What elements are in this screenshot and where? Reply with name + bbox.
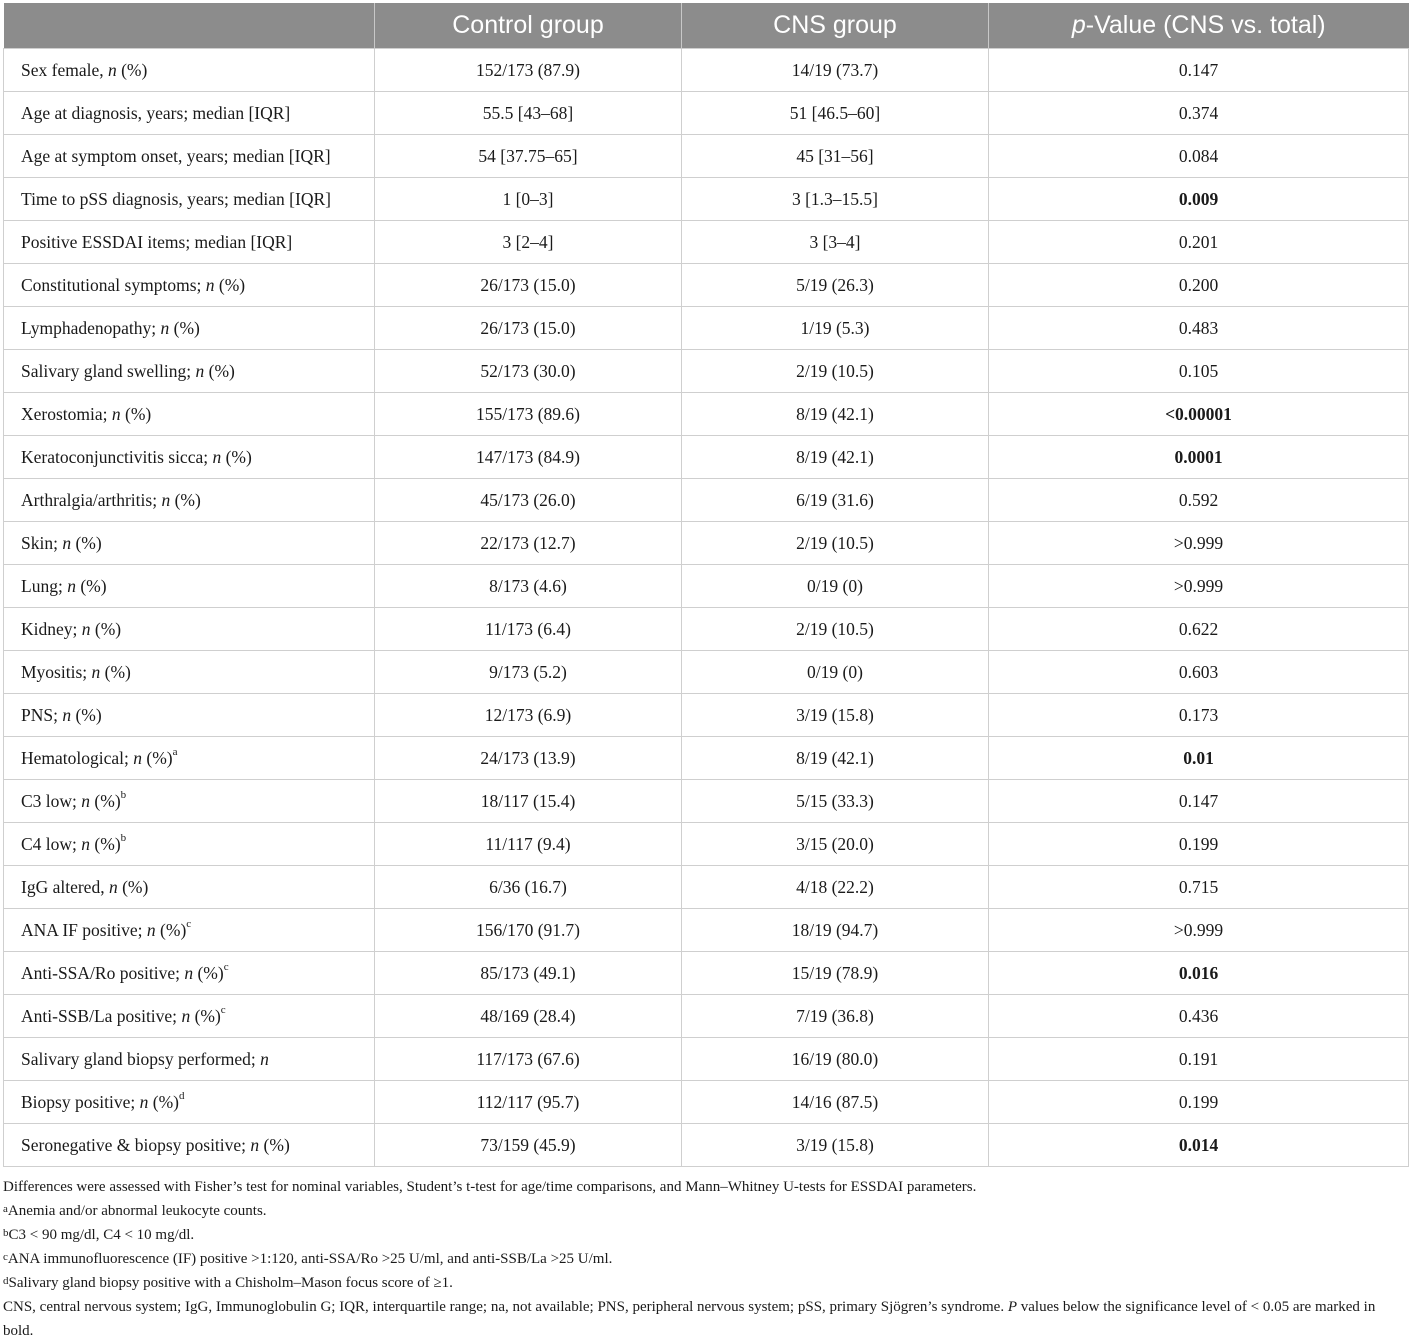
row-label bbox=[4, 135, 375, 178]
table-row bbox=[4, 135, 1409, 178]
header-p-value bbox=[989, 3, 1409, 49]
table-container bbox=[3, 3, 1408, 1167]
table-row bbox=[4, 92, 1409, 135]
table-header bbox=[4, 3, 1409, 49]
row-label-text: Age at diagnosis, years; median [IQR] bbox=[21, 102, 291, 123]
footnote-c-text: ANA immunofluorescence (IF) positive >1:120, anti-SSA/Ro >25 U/ml, and anti-SSB/La >25 U/ml. bbox=[7, 1251, 613, 1267]
row-label-text: Age at symptom onset, years; median [IQR] bbox=[21, 145, 331, 166]
row-label-italic: n bbox=[160, 317, 170, 338]
table-row bbox=[4, 522, 1409, 565]
row-label-text: Sex female, bbox=[21, 59, 108, 80]
table-row bbox=[4, 350, 1409, 393]
p-value: 0.173 bbox=[989, 694, 1409, 737]
row-label-text: Lymphadenopathy; bbox=[21, 317, 161, 338]
control-value: 12/173 (6.9) bbox=[375, 694, 682, 737]
row-label-text: Positive ESSDAI items; median [IQR] bbox=[21, 231, 293, 252]
row-label bbox=[4, 49, 375, 92]
row-label bbox=[4, 995, 375, 1038]
row-label-suffix: (%) bbox=[214, 274, 246, 295]
table-row bbox=[4, 307, 1409, 350]
row-label-text: Xerostomia; bbox=[21, 403, 112, 424]
control-value: 54 [37.75–65] bbox=[375, 135, 682, 178]
row-label-suffix: (%) bbox=[90, 618, 122, 639]
row-label-suffix: (%) bbox=[155, 919, 187, 940]
row-label-italic: n bbox=[250, 1134, 260, 1155]
cns-value: 15/19 (78.9) bbox=[682, 952, 989, 995]
row-label-suffix: (%) bbox=[71, 532, 102, 553]
p-value: 0.374 bbox=[989, 92, 1409, 135]
row-label-suffix: (%) bbox=[71, 704, 102, 725]
p-value: 0.191 bbox=[989, 1038, 1409, 1081]
control-value: 117/173 (67.6) bbox=[375, 1038, 682, 1081]
control-value: 55.5 [43–68] bbox=[375, 92, 682, 135]
header-control-group: Control group bbox=[375, 3, 682, 49]
row-label-suffix: (%) bbox=[90, 833, 121, 854]
cns-value: 51 [46.5–60] bbox=[682, 92, 989, 135]
cns-value: 14/16 (87.5) bbox=[682, 1081, 989, 1124]
p-value: 0.201 bbox=[989, 221, 1409, 264]
control-value: 9/173 (5.2) bbox=[375, 651, 682, 694]
footnote-b-mark: b bbox=[3, 1227, 9, 1239]
row-label-italic: n bbox=[260, 1048, 269, 1069]
abbrev-italic: P bbox=[1007, 1299, 1018, 1315]
control-value: 26/173 (15.0) bbox=[375, 307, 682, 350]
row-label-text: IgG altered, bbox=[21, 876, 109, 897]
cns-value: 2/19 (10.5) bbox=[682, 522, 989, 565]
cns-value: 3/19 (15.8) bbox=[682, 1124, 989, 1167]
row-label-text: C4 low; bbox=[21, 833, 82, 854]
row-label-text: C3 low; bbox=[21, 790, 82, 811]
table-row bbox=[4, 608, 1409, 651]
row-label-text: Keratoconjunctivitis sicca; bbox=[21, 446, 213, 467]
footnote-d-mark: d bbox=[3, 1275, 9, 1287]
table-row bbox=[4, 565, 1409, 608]
cns-value: 45 [31–56] bbox=[682, 135, 989, 178]
control-value: 6/36 (16.7) bbox=[375, 866, 682, 909]
abbrev-text-end: values below the significance level of < 0.05 are marked in bold. bbox=[3, 1299, 1376, 1339]
row-label bbox=[4, 522, 375, 565]
cns-value: 0/19 (0) bbox=[682, 651, 989, 694]
row-label-text: Skin; bbox=[21, 532, 63, 553]
row-label bbox=[4, 651, 375, 694]
row-label-suffix: (%) bbox=[193, 962, 224, 983]
table-row bbox=[4, 737, 1409, 780]
cns-value: 2/19 (10.5) bbox=[682, 350, 989, 393]
row-label-suffix: (%) bbox=[221, 446, 252, 467]
cns-value: 14/19 (73.7) bbox=[682, 49, 989, 92]
control-value: 11/117 (9.4) bbox=[375, 823, 682, 866]
cns-value: 5/19 (26.3) bbox=[682, 264, 989, 307]
row-label-suffix: (%) bbox=[169, 317, 200, 338]
row-label-suffix: (%) bbox=[190, 1005, 221, 1026]
row-label-italic: n bbox=[62, 704, 72, 725]
footnote-a bbox=[3, 1199, 1408, 1223]
row-label-italic: n bbox=[81, 833, 91, 854]
cns-value: 0/19 (0) bbox=[682, 565, 989, 608]
row-label-text: Myositis; bbox=[21, 661, 92, 682]
footnote-d-text: Salivary gland biopsy positive with a Chisholm–Mason focus score of ≥1. bbox=[8, 1275, 453, 1291]
row-label-suffix: (%) bbox=[75, 575, 107, 596]
p-value: 0.009 bbox=[989, 178, 1409, 221]
table-row bbox=[4, 221, 1409, 264]
row-label-text: Salivary gland swelling; bbox=[21, 360, 196, 381]
control-value: 26/173 (15.0) bbox=[375, 264, 682, 307]
row-label-text: Lung; bbox=[21, 575, 68, 596]
cns-value: 18/19 (94.7) bbox=[682, 909, 989, 952]
row-label-italic: n bbox=[81, 790, 91, 811]
control-value: 22/173 (12.7) bbox=[375, 522, 682, 565]
row-label-text: Time to pSS diagnosis, years; median [IQR] bbox=[21, 188, 331, 209]
row-label-italic: n bbox=[139, 1091, 149, 1112]
cns-value: 3 [3–4] bbox=[682, 221, 989, 264]
row-label bbox=[4, 393, 375, 436]
header-variable bbox=[4, 3, 375, 49]
row-label-italic: n bbox=[81, 618, 91, 639]
p-value: >0.999 bbox=[989, 909, 1409, 952]
row-label-italic: n bbox=[111, 403, 121, 424]
table-body bbox=[4, 49, 1409, 1167]
row-label-text: ANA IF positive; bbox=[21, 919, 147, 940]
row-label-text: Salivary gland biopsy performed; bbox=[21, 1048, 261, 1069]
row-label-suffix: (%) bbox=[100, 661, 131, 682]
row-footnote-mark: b bbox=[120, 831, 127, 844]
p-value: 0.199 bbox=[989, 1081, 1409, 1124]
cns-value: 16/19 (80.0) bbox=[682, 1038, 989, 1081]
row-label-italic: n bbox=[91, 661, 101, 682]
cns-value: 8/19 (42.1) bbox=[682, 393, 989, 436]
control-value: 85/173 (49.1) bbox=[375, 952, 682, 995]
table-row bbox=[4, 866, 1409, 909]
row-label-text: Kidney; bbox=[21, 618, 82, 639]
control-value: 8/173 (4.6) bbox=[375, 565, 682, 608]
cns-value: 7/19 (36.8) bbox=[682, 995, 989, 1038]
row-label-italic: n bbox=[212, 446, 222, 467]
p-value: 0.016 bbox=[989, 952, 1409, 995]
p-value: >0.999 bbox=[989, 522, 1409, 565]
row-label bbox=[4, 264, 375, 307]
control-value: 156/170 (91.7) bbox=[375, 909, 682, 952]
p-value: 0.147 bbox=[989, 49, 1409, 92]
p-value: 0.436 bbox=[989, 995, 1409, 1038]
cns-value: 3 [1.3–15.5] bbox=[682, 178, 989, 221]
row-label bbox=[4, 909, 375, 952]
control-value: 48/169 (28.4) bbox=[375, 995, 682, 1038]
row-label bbox=[4, 92, 375, 135]
row-label-suffix: (%) bbox=[116, 59, 148, 80]
p-value: 0.084 bbox=[989, 135, 1409, 178]
p-value: 0.199 bbox=[989, 823, 1409, 866]
control-value: 24/173 (13.9) bbox=[375, 737, 682, 780]
row-label-italic: n bbox=[67, 575, 76, 596]
control-value: 112/117 (95.7) bbox=[375, 1081, 682, 1124]
footnote-b-text: C3 < 90 mg/dl, C4 < 10 mg/dl. bbox=[8, 1227, 195, 1243]
control-value: 3 [2–4] bbox=[375, 221, 682, 264]
row-label bbox=[4, 307, 375, 350]
footnote-c-mark: c bbox=[3, 1251, 8, 1263]
row-label-suffix: (%) bbox=[142, 747, 173, 768]
table-footnotes bbox=[3, 1175, 1408, 1343]
p-value: 0.0001 bbox=[989, 436, 1409, 479]
row-label-text: Arthralgia/arthritis; bbox=[21, 489, 162, 510]
row-label bbox=[4, 565, 375, 608]
p-value: 0.01 bbox=[989, 737, 1409, 780]
control-value: 1 [0–3] bbox=[375, 178, 682, 221]
footnote-abbreviations bbox=[3, 1295, 1408, 1343]
control-value: 152/173 (87.9) bbox=[375, 49, 682, 92]
table-row bbox=[4, 1038, 1409, 1081]
control-value: 147/173 (84.9) bbox=[375, 436, 682, 479]
footnote-intro: Differences were assessed with Fisher’s test for nominal variables, Student’s t-test for age/time comparisons, and Mann–Whitney U-tests for ESSDAI parameters. bbox=[3, 1179, 977, 1195]
cns-value: 3/15 (20.0) bbox=[682, 823, 989, 866]
table-row bbox=[4, 909, 1409, 952]
row-label bbox=[4, 823, 375, 866]
row-label-italic: n bbox=[195, 360, 205, 381]
row-label-italic: n bbox=[184, 962, 194, 983]
row-label-text: Anti-SSA/Ro positive; bbox=[21, 962, 185, 983]
header-p-rest: -Value (CNS vs. total) bbox=[1085, 11, 1326, 39]
p-value: >0.999 bbox=[989, 565, 1409, 608]
p-value: 0.483 bbox=[989, 307, 1409, 350]
p-value: <0.00001 bbox=[989, 393, 1409, 436]
p-value: 0.622 bbox=[989, 608, 1409, 651]
table-row bbox=[4, 823, 1409, 866]
row-footnote-mark: c bbox=[186, 917, 192, 930]
control-value: 52/173 (30.0) bbox=[375, 350, 682, 393]
row-label-text: Hematological; bbox=[21, 747, 134, 768]
table-row bbox=[4, 49, 1409, 92]
cns-value: 6/19 (31.6) bbox=[682, 479, 989, 522]
table-row bbox=[4, 1124, 1409, 1167]
table-row bbox=[4, 995, 1409, 1038]
row-label bbox=[4, 737, 375, 780]
p-value: 0.014 bbox=[989, 1124, 1409, 1167]
row-label bbox=[4, 479, 375, 522]
row-label-text: PNS; bbox=[21, 704, 63, 725]
cns-value: 3/19 (15.8) bbox=[682, 694, 989, 737]
row-label-text: Biopsy positive; bbox=[21, 1091, 140, 1112]
table-row bbox=[4, 952, 1409, 995]
row-label bbox=[4, 1124, 375, 1167]
header-cns-group: CNS group bbox=[682, 3, 989, 49]
row-label bbox=[4, 436, 375, 479]
row-label bbox=[4, 694, 375, 737]
control-value: 45/173 (26.0) bbox=[375, 479, 682, 522]
footnote-a-mark: a bbox=[3, 1203, 8, 1215]
control-value: 11/173 (6.4) bbox=[375, 608, 682, 651]
header-row bbox=[4, 3, 1409, 49]
results-table bbox=[3, 3, 1409, 1167]
table-row bbox=[4, 393, 1409, 436]
row-label bbox=[4, 1038, 375, 1081]
row-footnote-mark: c bbox=[223, 960, 229, 973]
control-value: 18/117 (15.4) bbox=[375, 780, 682, 823]
row-footnote-mark: c bbox=[220, 1003, 226, 1016]
row-label-italic: n bbox=[108, 876, 118, 897]
cns-value: 4/18 (22.2) bbox=[682, 866, 989, 909]
row-label bbox=[4, 866, 375, 909]
p-value: 0.200 bbox=[989, 264, 1409, 307]
abbrev-text: CNS, central nervous system; IgG, Immunoglobulin G; IQR, interquartile range; na, not available; PNS, peripheral nervous system; pSS, primary Sjögren’s syndrome. bbox=[3, 1299, 1008, 1315]
cns-value: 5/15 (33.3) bbox=[682, 780, 989, 823]
p-value: 0.603 bbox=[989, 651, 1409, 694]
row-label bbox=[4, 178, 375, 221]
row-label-italic: n bbox=[133, 747, 143, 768]
row-label bbox=[4, 1081, 375, 1124]
row-label-suffix: (%) bbox=[90, 790, 121, 811]
row-label bbox=[4, 780, 375, 823]
footnote-b bbox=[3, 1223, 1408, 1247]
row-label-italic: n bbox=[62, 532, 72, 553]
table-row bbox=[4, 264, 1409, 307]
table-row bbox=[4, 479, 1409, 522]
footnote-c bbox=[3, 1247, 1408, 1271]
row-label-text: Anti-SSB/La positive; bbox=[21, 1005, 182, 1026]
row-label bbox=[4, 221, 375, 264]
row-footnote-mark: a bbox=[172, 745, 178, 758]
table-row bbox=[4, 694, 1409, 737]
table-row bbox=[4, 651, 1409, 694]
cns-value: 1/19 (5.3) bbox=[682, 307, 989, 350]
row-label-suffix: (%) bbox=[148, 1091, 179, 1112]
table-row bbox=[4, 1081, 1409, 1124]
row-label-text: Constitutional symptoms; bbox=[21, 274, 206, 295]
row-label-italic: n bbox=[205, 274, 215, 295]
cns-value: 8/19 (42.1) bbox=[682, 436, 989, 479]
row-label-italic: n bbox=[107, 59, 117, 80]
row-footnote-mark: d bbox=[178, 1089, 185, 1102]
table-row bbox=[4, 436, 1409, 479]
row-label-suffix: (%) bbox=[170, 489, 201, 510]
p-value: 0.105 bbox=[989, 350, 1409, 393]
control-value: 73/159 (45.9) bbox=[375, 1124, 682, 1167]
row-label-italic: n bbox=[181, 1005, 191, 1026]
row-label bbox=[4, 608, 375, 651]
control-value: 155/173 (89.6) bbox=[375, 393, 682, 436]
row-label-suffix: (%) bbox=[259, 1134, 290, 1155]
footnote-d bbox=[3, 1271, 1408, 1295]
p-value: 0.147 bbox=[989, 780, 1409, 823]
row-label-text: Seronegative & biopsy positive; bbox=[21, 1134, 251, 1155]
cns-value: 2/19 (10.5) bbox=[682, 608, 989, 651]
row-label-suffix: (%) bbox=[120, 403, 152, 424]
p-value: 0.592 bbox=[989, 479, 1409, 522]
row-label-suffix: (%) bbox=[117, 876, 149, 897]
cns-value: 8/19 (42.1) bbox=[682, 737, 989, 780]
table-row bbox=[4, 178, 1409, 221]
row-label-italic: n bbox=[161, 489, 171, 510]
row-label bbox=[4, 350, 375, 393]
p-value: 0.715 bbox=[989, 866, 1409, 909]
row-label bbox=[4, 952, 375, 995]
table-row bbox=[4, 780, 1409, 823]
footnote-a-text: Anemia and/or abnormal leukocyte counts. bbox=[7, 1203, 267, 1219]
row-label-italic: n bbox=[146, 919, 156, 940]
row-label-suffix: (%) bbox=[204, 360, 235, 381]
row-footnote-mark: b bbox=[120, 788, 127, 801]
header-p-italic: p bbox=[1071, 11, 1086, 39]
